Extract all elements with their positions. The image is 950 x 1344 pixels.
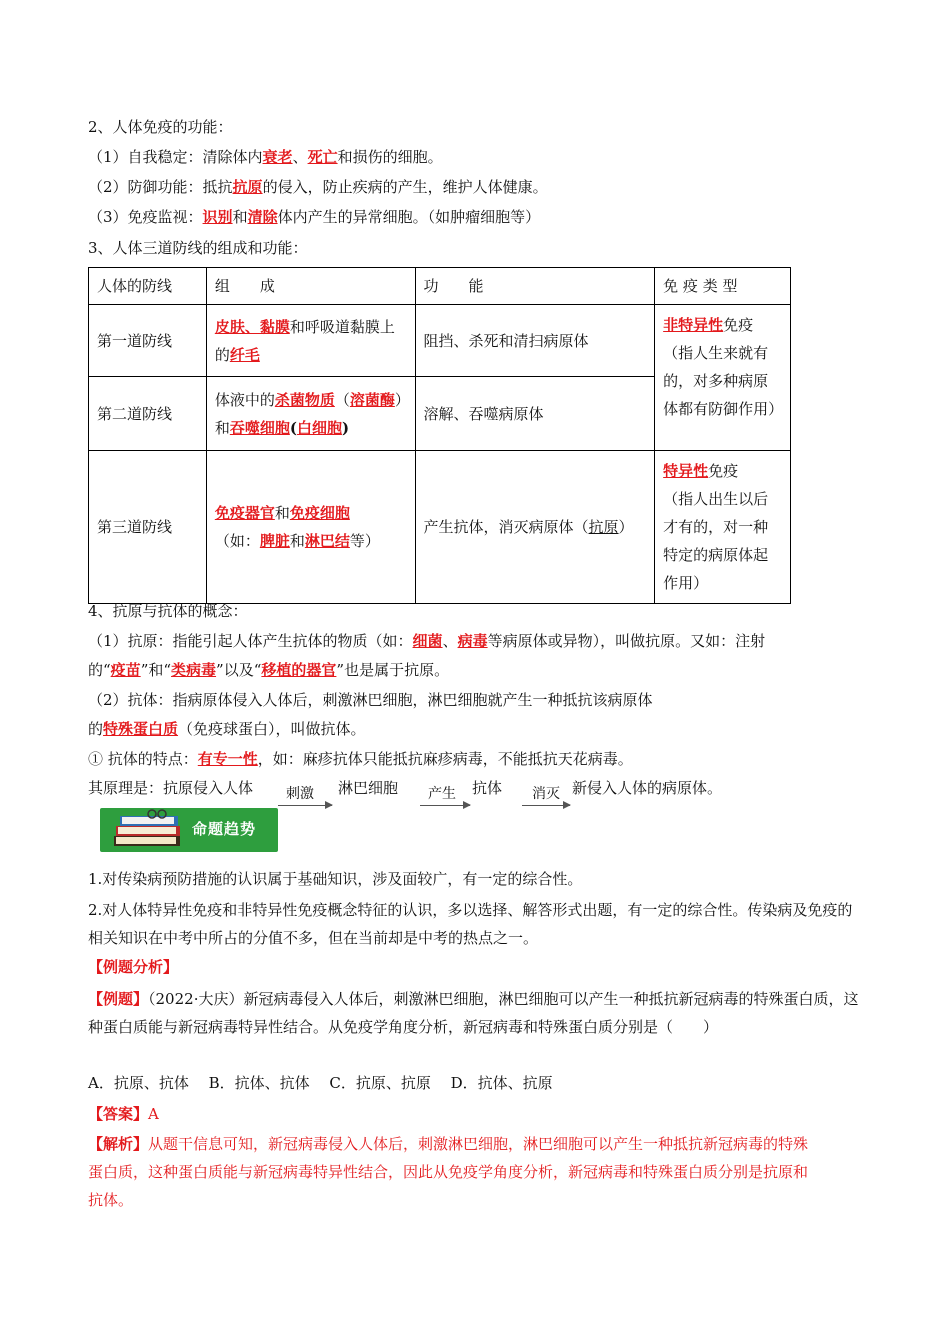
- row-function: 阻挡、杀死和清扫病原体: [415, 305, 655, 377]
- row-name: 第二道防线: [89, 377, 207, 451]
- section-4-title: 4、抗原与抗体的概念：: [88, 602, 248, 620]
- function-line-2: （2）防御功能：抵抗抗原的侵入，防止疾病的产生，维护人体健康。: [88, 178, 548, 196]
- trend-paragraph-2: 2.对人体特异性免疫和非特异性免疫概念特征的认识，多以选择、解答形式出题，有一定的综合性。传染病及免疫的相关知识在中考中所占的分值不多，但在当前却是中考的热点之一。: [88, 901, 853, 947]
- immunity-type-nonspecific: 非特异性免疫 （指人生来就有的，对多种病原体都有防御作用）: [655, 305, 791, 451]
- example-heading: 【例题分析】: [88, 958, 179, 976]
- flow-antibody: 抗体: [472, 779, 503, 797]
- flow-start: 其原理是：抗原侵入人体: [88, 779, 254, 797]
- flow-lymphocyte: 淋巴细胞: [338, 779, 399, 797]
- immunity-type-specific: 特异性免疫 （指人出生以后才有的，对一种特定的病原体起作用）: [655, 451, 791, 604]
- trend-badge-label: 命题趋势: [192, 820, 257, 838]
- defense-lines-table: [88, 267, 791, 604]
- row-composition: 体液中的杀菌物质（溶菌酶）和吞噬细胞(白细胞): [206, 377, 415, 451]
- header-cell: 免 疫 类 型: [655, 268, 791, 305]
- row-function: 产生抗体，消灭病原体（抗原）: [415, 451, 655, 604]
- section-2-title: 2、人体免疫的功能：: [88, 118, 233, 136]
- table-row: [89, 451, 791, 604]
- function-line-1: （1）自我稳定：清除体内衰老、死亡和损伤的细胞。: [88, 148, 443, 166]
- table-row: [89, 305, 791, 377]
- flow-arrow: [420, 805, 470, 806]
- header-cell: 功 能: [415, 268, 655, 305]
- flow-label-produce: 产生: [428, 786, 456, 802]
- header-cell: 组 成: [206, 268, 415, 305]
- row-name: 第一道防线: [89, 305, 207, 377]
- antibody-feature-line: ① 抗体的特点：有专一性，如：麻疹抗体只能抵抗麻疹病毒，不能抵抗天花病毒。: [88, 750, 633, 768]
- antigen-line-1: （1）抗原：指能引起人体产生抗体的物质（如：细菌、病毒等病原体或异物），叫做抗原。又如：注射: [88, 632, 766, 650]
- example-options: A．抗原、抗体 B．抗体、抗体 C．抗原、抗原 D．抗体、抗原: [88, 1074, 553, 1092]
- antibody-line-1: （2）抗体：指病原体侵入人体后，刺激淋巴细胞，淋巴细胞就产生一种抵抗该病原体: [88, 691, 653, 709]
- trend-badge: [100, 808, 278, 852]
- flow-label-destroy: 消灭: [532, 786, 560, 802]
- row-composition: 皮肤、黏膜和呼吸道黏膜上的纤毛: [206, 305, 415, 377]
- row-composition: 免疫器官和免疫细胞 （如：脾脏和淋巴结等）: [206, 451, 415, 604]
- table-header-row: [89, 268, 791, 305]
- flow-end: 新侵入人体的病原体。: [572, 779, 723, 797]
- antibody-line-2: 的特殊蛋白质（免疫球蛋白），叫做抗体。: [88, 720, 366, 738]
- row-function: 溶解、吞噬病原体: [415, 377, 655, 451]
- section-3-title: 3、人体三道防线的组成和功能：: [88, 239, 308, 257]
- flow-arrow: [522, 805, 570, 806]
- row-name: 第三道防线: [89, 451, 207, 604]
- flow-label-stimulate: 刺激: [286, 786, 314, 802]
- example-answer: 【答案】A: [88, 1105, 159, 1123]
- example-analysis: 【解析】从题干信息可知，新冠病毒侵入人体后，刺激淋巴细胞，淋巴细胞可以产生一种抵抗新冠病毒的特殊蛋白质，这种蛋白质能与新冠病毒特异性结合，因此从免疫学角度分析，新冠病毒和特殊蛋白质分别是抗原和抗体。: [88, 1135, 809, 1209]
- example-question: 【例题】（2022·大庆）新冠病毒侵入人体后，刺激淋巴细胞，淋巴细胞可以产生一种抵抗新冠病毒的特殊蛋白质，这种蛋白质能与新冠病毒特异性结合。从免疫学角度分析，新冠病毒和特殊蛋白质分别是（ ）: [88, 990, 859, 1036]
- antigen-line-2: 的“疫苗”和“类病毒”以及“移植的器官”也是属于抗原。: [88, 661, 450, 679]
- function-line-3: （3）免疫监视：识别和清除体内产生的异常细胞。（如肿瘤细胞等）: [88, 208, 541, 226]
- trend-paragraph-1: 1.对传染病预防措施的认识属于基础知识，涉及面较广，有一定的综合性。: [88, 870, 583, 888]
- books-icon: [106, 808, 186, 852]
- header-cell: 人体的防线: [89, 268, 207, 305]
- flow-arrow: [278, 805, 332, 806]
